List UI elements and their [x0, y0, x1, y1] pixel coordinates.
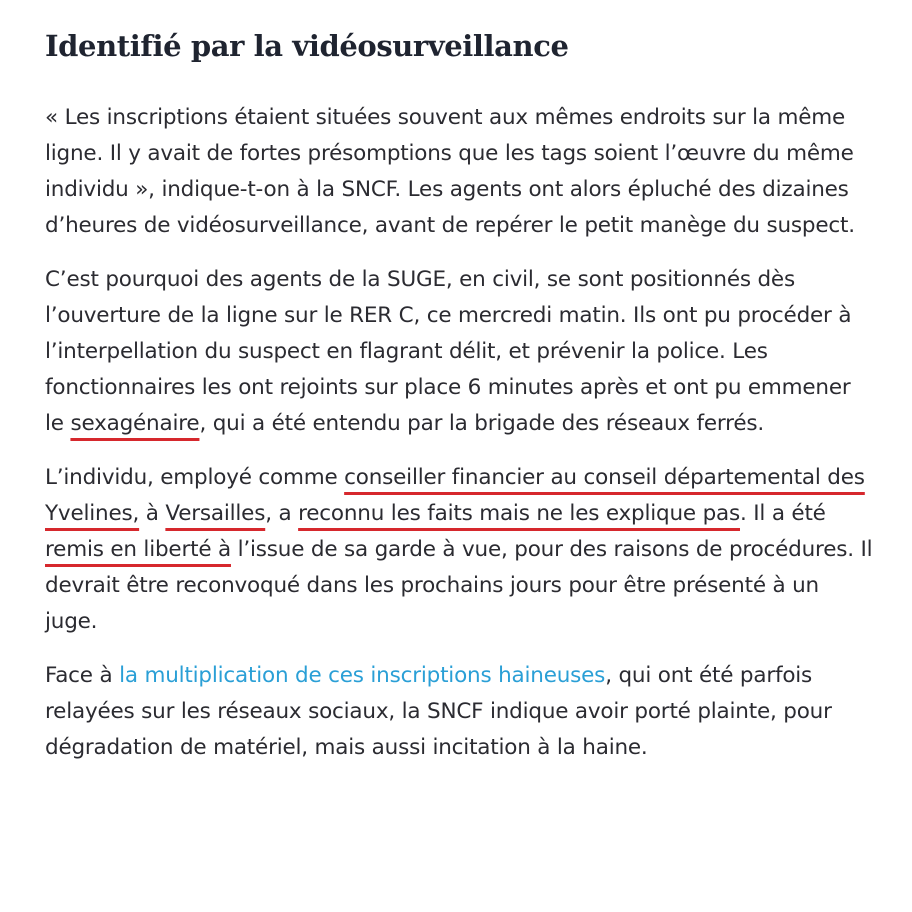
- inscriptions-haineuses-link[interactable]: la multiplication de ces inscriptions haineuses: [119, 663, 606, 688]
- paragraph-4-text-before: Face à: [45, 663, 120, 688]
- paragraph-4: [45, 658, 875, 766]
- annotated-underline-liberte: remis en liberté à: [45, 537, 231, 562]
- paragraph-4-text-after: , qui ont été parfois relayées sur les réseaux sociaux, la SNCF indique avoir porté plainte, pour dégradation de matériel, mais aussi incitation à la haine.: [45, 663, 832, 760]
- section-heading: Identifié par la vidéosurveillance: [45, 29, 569, 63]
- article-body: [45, 18, 875, 784]
- paragraph-3-text-2: à: [139, 501, 166, 526]
- annotated-underline-reconnu: reconnu les faits mais ne les explique pas: [298, 501, 740, 526]
- annotated-underline-versailles: Versailles: [165, 501, 266, 526]
- paragraph-3: [45, 460, 875, 640]
- annotated-underline-sexagenaire: sexagénaire: [70, 411, 200, 436]
- paragraph-3-text-5: l’issue de sa garde à vue, pour des raisons de procédures. Il devrait être reconvoqué dans les prochains jours pour être présenté à un juge.: [45, 537, 873, 634]
- paragraph-2-text-after: , qui a été entendu par la brigade des réseaux ferrés.: [199, 411, 765, 436]
- annotated-underline-job: conseiller financier au conseil départemental des Yvelines,: [45, 465, 865, 526]
- paragraph-3-text-3: , a: [265, 501, 299, 526]
- paragraph-3-text-1: L’individu, employé comme: [45, 465, 345, 490]
- paragraph-1: « Les inscriptions étaient situées souvent aux mêmes endroits sur la même ligne. Il y avait de fortes présomptions que les tags soient l’œuvre du même individu », indique-t-on à la SNCF. Les agents ont alors épluché des dizaines d’heures de vidéosurveillance, avant de repérer le petit manège du suspect.: [45, 105, 855, 238]
- paragraph-2-text-before: C’est pourquoi des agents de la SUGE, en civil, se sont positionnés dès l’ouverture de la ligne sur le RER C, ce mercredi matin. Ils ont pu procéder à l’interpellation du suspect en flagrant délit, et prévenir la police. Les fonctionnaires les ont rejoints sur place 6 minutes après et ont pu emmener le: [45, 267, 852, 436]
- paragraph-3-text-4: . Il a été: [740, 501, 826, 526]
- paragraph-2: [45, 262, 875, 442]
